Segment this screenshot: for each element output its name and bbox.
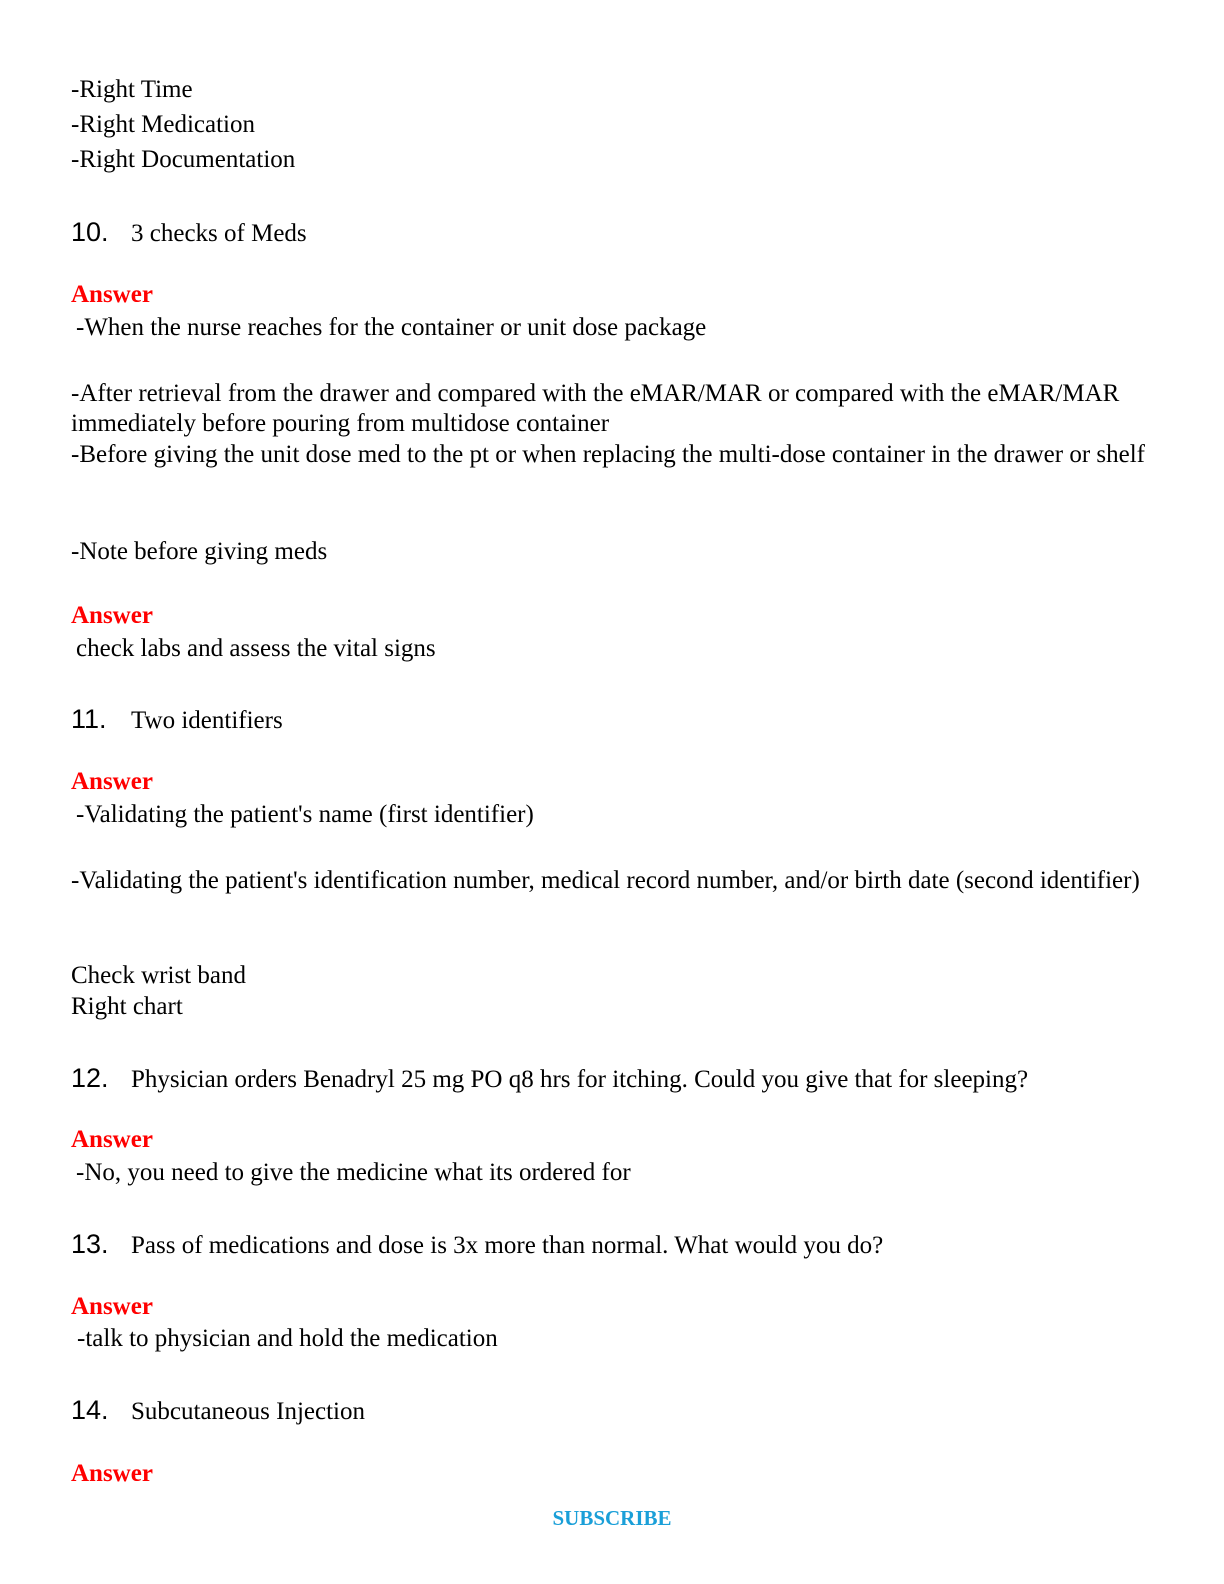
- answer-line: -talk to physician and hold the medication: [77, 1325, 498, 1352]
- subscribe-link[interactable]: SUBSCRIBE: [552, 1506, 672, 1530]
- question-10: [71, 217, 307, 249]
- answer-line: Right chart: [71, 993, 183, 1020]
- answer-label: Answer: [71, 1460, 153, 1487]
- item-right-medication: -Right Medication: [71, 111, 255, 138]
- answer-label: Answer: [71, 1126, 153, 1153]
- question-14: [71, 1395, 365, 1427]
- question-11: [71, 704, 283, 736]
- item-right-time: -Right Time: [71, 76, 193, 103]
- question-text: Physician orders Benadryl 25 mg PO q8 hrs for itching. Could you give that for sleeping?: [131, 1066, 1029, 1093]
- question-number: 13.: [71, 1229, 109, 1259]
- question-text: Pass of medications and dose is 3x more than normal. What would you do?: [131, 1232, 884, 1259]
- answer-line: -No, you need to give the medicine what its ordered for: [76, 1159, 631, 1186]
- question-number: 12.: [71, 1063, 109, 1093]
- question-13: [71, 1229, 883, 1261]
- answer-line: -Note before giving meds: [71, 538, 328, 565]
- answer-line: -Validating the patient's name (first identifier): [76, 801, 534, 828]
- answer-line: -Validating the patient's identification number, medical record number, and/or birth date (second identifier): [71, 867, 1140, 894]
- answer-line: -Before giving the unit dose med to the pt or when replacing the multi-dose container in the drawer or shelf: [71, 441, 1145, 468]
- question-text: Two identifiers: [131, 707, 283, 734]
- answer-label: Answer: [71, 1293, 153, 1320]
- item-right-documentation: -Right Documentation: [71, 146, 296, 173]
- answer-line: Check wrist band: [71, 962, 246, 989]
- question-number: 10.: [71, 217, 109, 247]
- question-text: Subcutaneous Injection: [131, 1398, 365, 1425]
- question-number: 11.: [71, 704, 107, 734]
- answer-line: -When the nurse reaches for the container or unit dose package: [76, 314, 707, 341]
- question-text: 3 checks of Meds: [131, 220, 307, 247]
- question-number: 14.: [71, 1395, 109, 1425]
- answer-label: Answer: [71, 281, 153, 308]
- answer-line: check labs and assess the vital signs: [76, 635, 436, 662]
- answer-line: -After retrieval from the drawer and compared with the eMAR/MAR or compared with the eMAR/MAR immediately before pouring from multidose container: [71, 380, 1120, 437]
- answer-label: Answer: [71, 602, 153, 629]
- answer-label: Answer: [71, 768, 153, 795]
- question-12: [71, 1063, 1028, 1095]
